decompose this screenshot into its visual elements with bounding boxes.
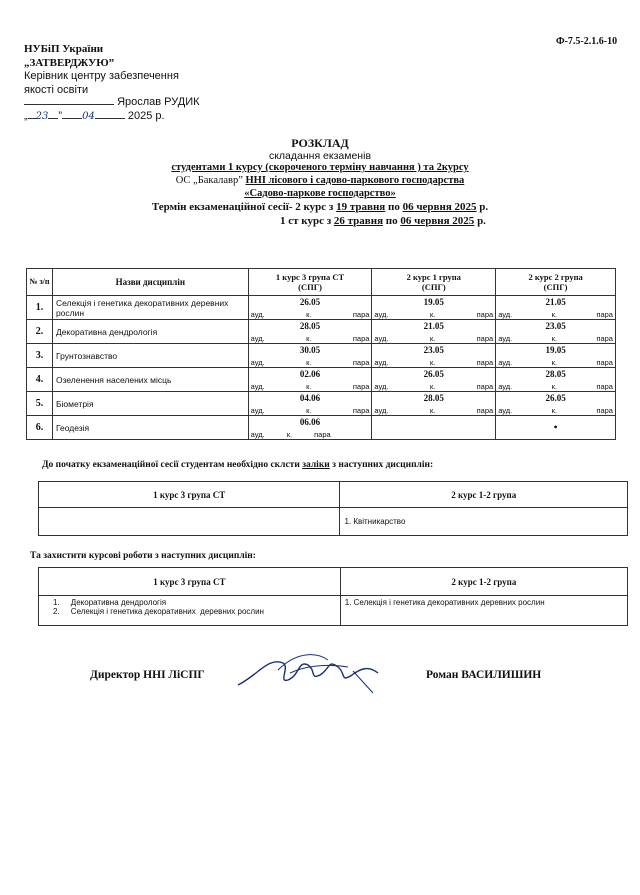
- coursework-table: [38, 567, 628, 626]
- exam-cell: 21.05 ауд. к. пара: [498, 296, 613, 319]
- exam-cell: 19.05 ауд. к. пара: [498, 344, 613, 367]
- empty-cell: [372, 416, 496, 440]
- table-row: [27, 320, 616, 344]
- director-name: Роман ВАСИЛИШИН: [426, 669, 542, 681]
- row-num: 3.: [27, 344, 53, 368]
- coursework-col1-list: [39, 596, 341, 626]
- form-code: Ф-7.5-2.1.6-10: [556, 36, 618, 47]
- subject-name: Грунтознавство: [52, 344, 248, 368]
- approver-position: Керівник центру забезпечення: [24, 70, 179, 82]
- exam-cell: 26.05 ауд. к. пара: [498, 392, 613, 415]
- credits-col2-list: [340, 508, 628, 536]
- col-group1-header: 1 курс 3 група СТ (СПГ): [248, 269, 372, 296]
- doc-subtitle: складання екзаменів: [268, 150, 372, 162]
- row-num: 5.: [27, 392, 53, 416]
- exam-cell: 04.06 ауд. к. пара: [250, 392, 370, 415]
- col-group2-header: 2 курс 1 група (СПГ): [372, 269, 496, 296]
- students-line: студентами 1 курсу (скороченого терміну навчання ) та 2курсу: [171, 162, 469, 173]
- table-row: [27, 344, 616, 368]
- exam-cell: 26.05 ауд. к. пара: [374, 368, 494, 391]
- bullet-mark: •: [496, 416, 616, 440]
- doc-title: РОЗКЛАД: [291, 136, 349, 150]
- exam-schedule-table: [26, 268, 616, 440]
- specialty-line: «Садово-паркове господарство»: [244, 188, 396, 199]
- subject-name: Селекція і генетика декоративних деревних рослин: [52, 296, 248, 320]
- table-row: [27, 392, 616, 416]
- approval-month: 04: [82, 111, 95, 122]
- coursework-col2-list: [340, 596, 627, 626]
- director-position: Директор ННІ ЛіСПГ: [90, 669, 205, 681]
- approval-year: 2025 р.: [127, 110, 165, 122]
- degree-label: ОС „Бакалавр”: [175, 175, 246, 186]
- approve-stamp: „ЗАТВЕРДЖУЮ”: [24, 57, 115, 69]
- session-term-2: Термін екзаменаційної сесії- 2 курс з 19 травня по 06 червня 2025 р.: [151, 201, 489, 213]
- subject-name: Біометрія: [52, 392, 248, 416]
- col-group3-header: 2 курс 2 група (СПГ): [496, 269, 616, 296]
- schedule-header-row: [27, 269, 616, 296]
- coursework-col2-header: 2 курс 1-2 група: [340, 568, 627, 596]
- institute-line: [0, 175, 640, 186]
- approval-date: „ 23 ” 04 2025 р.: [24, 110, 165, 122]
- col-subject-header: Назви дисциплін: [52, 269, 248, 296]
- row-num: 6.: [27, 416, 53, 440]
- exam-cell: 23.05 ауд. к. пара: [498, 320, 613, 343]
- approval-day: 23: [35, 111, 49, 122]
- col-num-header: № з/п: [27, 269, 53, 296]
- credits-col2-header: 2 курс 1-2 група: [340, 482, 628, 508]
- table-row: [27, 368, 616, 392]
- approver-name: Ярослав РУДИК: [117, 96, 200, 108]
- credits-table: [38, 481, 628, 536]
- list-item: 1. Декоративна дендрологія: [53, 598, 167, 607]
- exam-cell: 30.05 ауд. к. пара: [250, 344, 370, 367]
- exam-cell: 28.05 ауд. к. пара: [374, 392, 494, 415]
- org-name: НУБіП України: [24, 43, 104, 55]
- exam-cell: 23.05 ауд. к. пара: [374, 344, 494, 367]
- approver-signature-line: [24, 96, 200, 108]
- exam-cell: 06.06 ауд. к. пара: [250, 416, 331, 439]
- list-item: 2. Селекція і генетика декоративних деревних рослин: [53, 607, 264, 616]
- list-item: 1. Квітникарство: [344, 517, 406, 526]
- institute-name: ННІ лісового і садово-паркового господарства: [245, 175, 465, 186]
- table-row: [27, 416, 616, 440]
- row-num: 4.: [27, 368, 53, 392]
- subject-name: Озеленення населених місць: [52, 368, 248, 392]
- exam-cell: 19.05 ауд. к. пара: [374, 296, 494, 319]
- list-item: 1. Селекція і генетика декоративних деревних рослин: [344, 598, 545, 607]
- exam-cell: 28.05 ауд. к. пара: [250, 320, 370, 343]
- credits-col1-list: [39, 508, 340, 536]
- exam-cell: 26.05 ауд. к. пара: [250, 296, 370, 319]
- exam-cell: 02.06 ауд. к. пара: [250, 368, 370, 391]
- subject-name: Декоративна дендрологія: [52, 320, 248, 344]
- row-num: 1.: [27, 296, 53, 320]
- exam-cell: 21.05 ауд. к. пара: [374, 320, 494, 343]
- credits-intro: До початку екзаменаційної сесії студентам необхідно склсти заліки з наступних дисциплін:: [42, 460, 434, 470]
- director-signature: [228, 645, 388, 695]
- session-term-1: 1 ст курс з 26 травня по 06 червня 2025 р.: [280, 215, 486, 227]
- credits-col1-header: 1 курс 3 група СТ: [39, 482, 340, 508]
- approver-position-2: якості освіти: [24, 84, 89, 96]
- row-num: 2.: [27, 320, 53, 344]
- coursework-col1-header: 1 курс 3 група СТ: [39, 568, 341, 596]
- exam-cell: 28.05 ауд. к. пара: [498, 368, 613, 391]
- coursework-intro: Та захистити курсові роботи з наступних дисциплін:: [30, 551, 256, 561]
- table-row: [27, 296, 616, 320]
- subject-name: Геодезія: [52, 416, 248, 440]
